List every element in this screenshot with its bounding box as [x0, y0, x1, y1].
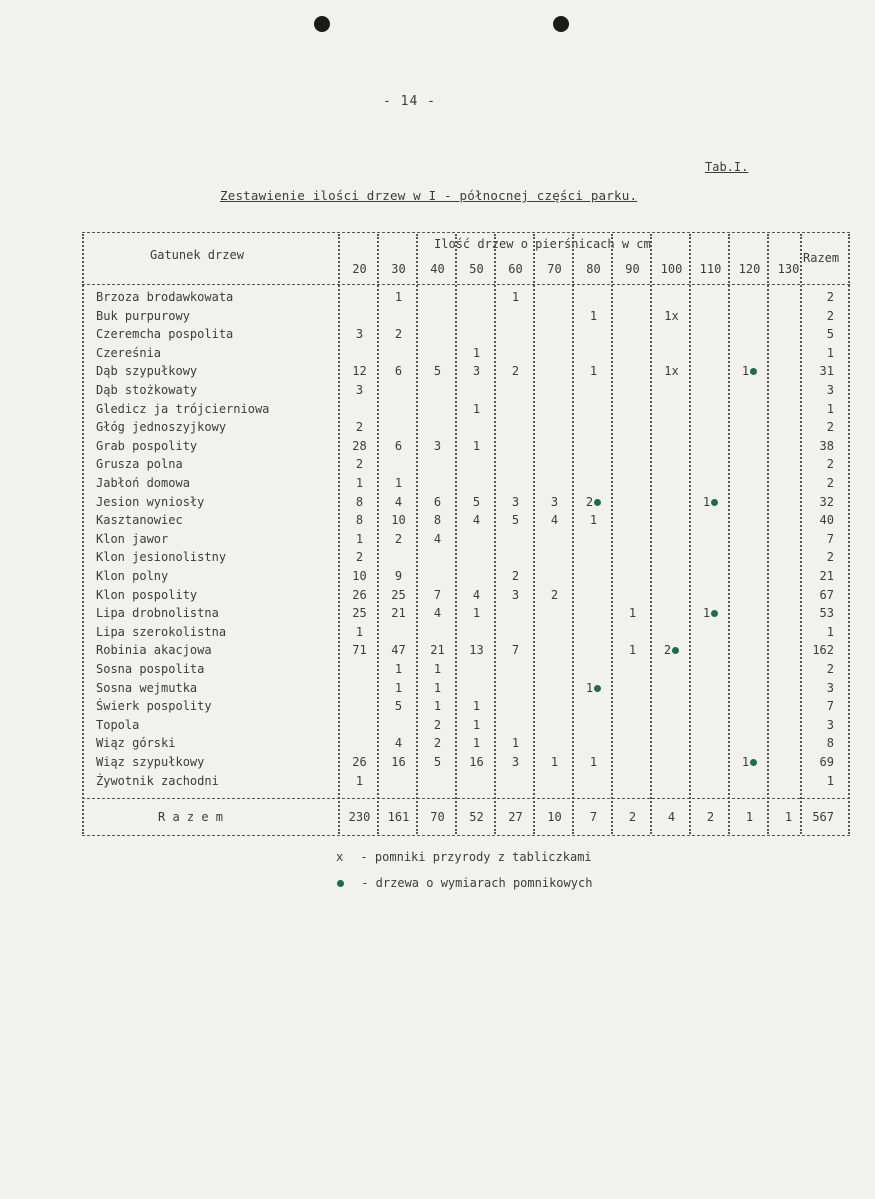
- count-cell: 8: [355, 513, 364, 528]
- species-name: Świerk pospolity: [96, 699, 212, 714]
- count-cell: 7: [511, 643, 520, 658]
- row-total: 21: [819, 569, 834, 583]
- row-total: 5: [826, 327, 834, 342]
- count-cell: 1: [472, 736, 481, 751]
- sum-cell: 70: [430, 810, 445, 824]
- species-name: Gledicz ja trójcierniowa: [96, 401, 270, 416]
- count-cell: 1: [589, 755, 598, 769]
- monument-dot-icon: [594, 685, 601, 692]
- count-cell: [730, 364, 769, 378]
- count-cell: 3: [355, 327, 364, 342]
- count-cell: 1: [433, 699, 442, 714]
- column-separator: [800, 234, 802, 834]
- count-cell: 1: [472, 699, 481, 714]
- monument-dot-icon: [750, 759, 757, 766]
- column-separator: [848, 234, 850, 834]
- count-value: 2: [663, 643, 672, 658]
- species-name: Czeremcha pospolita: [96, 327, 234, 342]
- species-name: Buk purpurowy: [96, 308, 190, 323]
- species-name: Klon polny: [96, 569, 169, 583]
- species-name: Topola: [96, 717, 140, 732]
- count-cell: 1: [472, 717, 481, 732]
- row-total: 162: [812, 643, 834, 658]
- sum-cell: 2: [628, 810, 637, 824]
- count-cell: 10: [352, 569, 367, 583]
- row-total: 2: [826, 420, 834, 435]
- column-separator: [767, 234, 769, 834]
- sum-cell: 230: [348, 810, 371, 824]
- count-cell: 2: [511, 569, 520, 583]
- count-cell: [691, 606, 730, 620]
- species-name: Dąb stożkowaty: [96, 383, 198, 397]
- count-cell: 3: [511, 755, 520, 769]
- count-cell: 1: [394, 290, 403, 304]
- count-cell: 1x: [664, 308, 679, 323]
- species-name: Żywotnik zachodni: [96, 773, 219, 788]
- count-cell: 3: [433, 438, 442, 453]
- row-total: 53: [819, 606, 834, 621]
- species-name: Sosna wejmutka: [96, 680, 198, 695]
- count-cell: 2: [433, 736, 442, 751]
- diameter-header-40: 40: [430, 262, 445, 276]
- row-total: 31: [819, 364, 834, 379]
- row-total: 3: [826, 680, 834, 695]
- species-name: Lipa drobnolistna: [96, 606, 219, 621]
- legend-text-dot: - drzewa o wymiarach pomnikowych: [361, 876, 593, 890]
- legend-item-dot: [336, 876, 592, 902]
- count-cell: 10: [391, 513, 406, 528]
- count-cell: 2: [550, 587, 559, 602]
- count-cell: 1: [355, 476, 364, 490]
- monument-dot-icon: [672, 647, 679, 654]
- count-cell: 3: [511, 587, 520, 602]
- diameter-header-20: 20: [352, 262, 367, 276]
- sum-cell: 7: [589, 810, 598, 824]
- count-cell: 16: [469, 755, 484, 769]
- count-cell: 3: [511, 494, 520, 509]
- count-cell: 1: [394, 662, 403, 676]
- count-cell: 25: [352, 606, 367, 621]
- count-cell: [574, 495, 613, 509]
- diameter-header-110: 110: [699, 262, 722, 276]
- column-separator: [377, 234, 379, 834]
- count-cell: 4: [472, 587, 481, 602]
- column-separator: [82, 234, 84, 834]
- species-name: Sosna pospolita: [96, 662, 205, 676]
- count-cell: [691, 495, 730, 509]
- species-name: Klon jawor: [96, 531, 169, 546]
- count-cell: 2: [355, 420, 364, 435]
- count-cell: 5: [472, 494, 481, 509]
- count-group-header: Ilość drzew o pierśnicach w cm: [434, 237, 651, 251]
- diameter-header-100: 100: [660, 262, 683, 276]
- column-separator: [650, 234, 652, 834]
- column-separator: [494, 234, 496, 834]
- sum-cell: 52: [469, 810, 484, 824]
- diameter-header-90: 90: [625, 262, 640, 276]
- column-separator: [416, 234, 418, 834]
- total-column-header: Razem: [803, 251, 840, 265]
- legend-text-marker: - pomniki przyrody z tabliczkami: [360, 850, 592, 864]
- count-value: 1: [702, 494, 711, 509]
- count-cell: 1: [472, 606, 481, 621]
- count-cell: 1: [472, 401, 481, 416]
- species-name: Czereśnia: [96, 345, 162, 360]
- row-total: 2: [826, 457, 834, 472]
- count-cell: 47: [391, 643, 406, 658]
- count-cell: 1: [628, 643, 637, 658]
- page-number: - 14 -: [383, 94, 436, 109]
- row-total: 2: [826, 308, 834, 323]
- count-cell: 2: [394, 327, 403, 342]
- monument-dot-icon: [711, 499, 718, 506]
- species-name: Klon jesionolistny: [96, 550, 227, 565]
- legend-symbol-x: x: [336, 850, 344, 864]
- species-name: Wiąz szypułkowy: [96, 755, 205, 769]
- count-value: 1: [741, 364, 750, 379]
- row-total: 2: [826, 290, 834, 304]
- count-cell: 2: [355, 457, 364, 472]
- table-label: Tab.I.: [705, 160, 749, 174]
- count-cell: 1: [511, 736, 520, 751]
- species-name: Grusza polna: [96, 457, 183, 472]
- diameter-header-130: 130: [777, 262, 800, 276]
- count-cell: 1: [394, 680, 403, 695]
- count-cell: 2: [511, 364, 520, 379]
- species-name: Klon pospolity: [96, 587, 198, 602]
- count-cell: 4: [472, 513, 481, 528]
- page-title: Zestawienie ilości drzew w I - północnej części parku.: [220, 188, 638, 203]
- count-cell: 13: [469, 643, 484, 658]
- row-total: 3: [826, 383, 834, 397]
- count-cell: 1: [589, 308, 598, 323]
- species-name: Kasztanowiec: [96, 513, 183, 528]
- count-cell: 1: [355, 531, 364, 546]
- row-total: 3: [826, 717, 834, 732]
- legend: [336, 850, 592, 902]
- count-cell: 2: [394, 531, 403, 546]
- count-cell: 4: [433, 531, 442, 546]
- row-total: 40: [819, 513, 834, 528]
- diameter-header-80: 80: [586, 262, 601, 276]
- count-cell: 2: [433, 717, 442, 732]
- species-name: Robinia akacjowa: [96, 643, 212, 658]
- monument-dot-icon: [594, 499, 601, 506]
- row-total: 38: [819, 438, 834, 453]
- count-cell: 9: [394, 569, 403, 583]
- row-total: 67: [819, 587, 834, 602]
- sum-cell: 1: [784, 810, 793, 824]
- species-column-header: Gatunek drzew: [150, 248, 244, 262]
- count-cell: 4: [433, 606, 442, 621]
- tree-count-table: [82, 232, 852, 840]
- count-value: 1: [741, 755, 750, 769]
- sum-cell: 27: [508, 810, 523, 824]
- row-total: 7: [826, 531, 834, 546]
- sum-cell: 4: [667, 810, 676, 824]
- count-cell: [730, 755, 769, 769]
- count-cell: 1: [589, 513, 598, 528]
- column-separator: [611, 234, 613, 834]
- column-separator: [455, 234, 457, 834]
- column-separator: [338, 234, 340, 834]
- count-value: 2: [585, 494, 594, 509]
- count-cell: 16: [391, 755, 406, 769]
- count-cell: 1x: [664, 364, 679, 379]
- count-cell: 8: [355, 494, 364, 509]
- count-cell: 26: [352, 587, 367, 602]
- column-separator: [728, 234, 730, 834]
- species-name: Jesion wyniosły: [96, 494, 205, 509]
- row-total: 1: [826, 401, 834, 416]
- count-cell: [574, 681, 613, 695]
- count-cell: 5: [394, 699, 403, 714]
- count-cell: 4: [550, 513, 559, 528]
- punch-hole-left: [314, 16, 330, 32]
- diameter-header-50: 50: [469, 262, 484, 276]
- diameter-header-70: 70: [547, 262, 562, 276]
- row-total: 1: [826, 345, 834, 360]
- sum-cell: 10: [547, 810, 562, 824]
- count-cell: 8: [433, 513, 442, 528]
- count-cell: 28: [352, 438, 367, 453]
- count-cell: 1: [433, 680, 442, 695]
- count-cell: 5: [433, 755, 442, 769]
- count-cell: 21: [391, 606, 406, 621]
- species-name: Grab pospolity: [96, 438, 198, 453]
- count-cell: 1: [628, 606, 637, 621]
- count-cell: 4: [394, 494, 403, 509]
- count-cell: 12: [352, 364, 367, 379]
- row-total: 69: [819, 755, 834, 769]
- count-cell: 3: [472, 364, 481, 379]
- row-total: 1: [826, 773, 834, 788]
- sum-cell: 2: [706, 810, 715, 824]
- count-cell: 1: [511, 290, 520, 304]
- count-cell: 1: [433, 662, 442, 676]
- diameter-header-30: 30: [391, 262, 406, 276]
- count-cell: 4: [394, 736, 403, 751]
- count-cell: 7: [433, 587, 442, 602]
- count-cell: 3: [550, 494, 559, 509]
- count-cell: 1: [394, 476, 403, 490]
- count-cell: 21: [430, 643, 445, 658]
- count-cell: 25: [391, 587, 406, 602]
- count-cell: 6: [394, 438, 403, 453]
- species-name: Głóg jednoszyjkowy: [96, 420, 227, 435]
- count-cell: 6: [433, 494, 442, 509]
- count-cell: 26: [352, 755, 367, 769]
- column-separator: [572, 234, 574, 834]
- row-total: 32: [819, 494, 834, 509]
- sum-label: R a z e m: [158, 810, 224, 824]
- monument-dot-icon: [711, 610, 718, 617]
- legend-item-marker: [336, 850, 592, 876]
- count-value: 1: [702, 606, 711, 621]
- count-cell: 6: [394, 364, 403, 379]
- count-cell: 1: [355, 624, 364, 639]
- species-name: Dąb szypułkowy: [96, 364, 198, 379]
- column-separator: [533, 234, 535, 834]
- count-cell: [652, 643, 691, 657]
- punch-hole-right: [553, 16, 569, 32]
- count-cell: 1: [355, 773, 364, 788]
- species-name: Wiąz górski: [96, 736, 176, 751]
- count-cell: 1: [589, 364, 598, 379]
- monument-dot-icon: [750, 368, 757, 375]
- diameter-header-60: 60: [508, 262, 523, 276]
- species-name: Brzoza brodawkowata: [96, 290, 234, 304]
- species-name: Jabłoń domowa: [96, 476, 190, 490]
- column-separator: [689, 234, 691, 834]
- monument-dot-icon: [337, 880, 344, 887]
- diameter-header-120: 120: [738, 262, 761, 276]
- row-total: 2: [826, 476, 834, 490]
- row-total: 7: [826, 699, 834, 714]
- count-cell: 5: [433, 364, 442, 379]
- count-cell: 3: [355, 383, 364, 397]
- row-total: 8: [826, 736, 834, 751]
- species-name: Lipa szerokolistna: [96, 624, 227, 639]
- grand-total: 567: [812, 810, 834, 824]
- row-total: 2: [826, 550, 834, 565]
- sum-cell: 161: [387, 810, 410, 824]
- row-total: 2: [826, 662, 834, 676]
- count-value: 1: [585, 680, 594, 695]
- count-cell: 1: [550, 755, 559, 769]
- count-cell: 1: [472, 438, 481, 453]
- row-total: 1: [826, 624, 834, 639]
- count-cell: 5: [511, 513, 520, 528]
- count-cell: 71: [352, 643, 367, 658]
- count-cell: 2: [355, 550, 364, 565]
- sum-cell: 1: [745, 810, 754, 824]
- count-cell: 1: [472, 345, 481, 360]
